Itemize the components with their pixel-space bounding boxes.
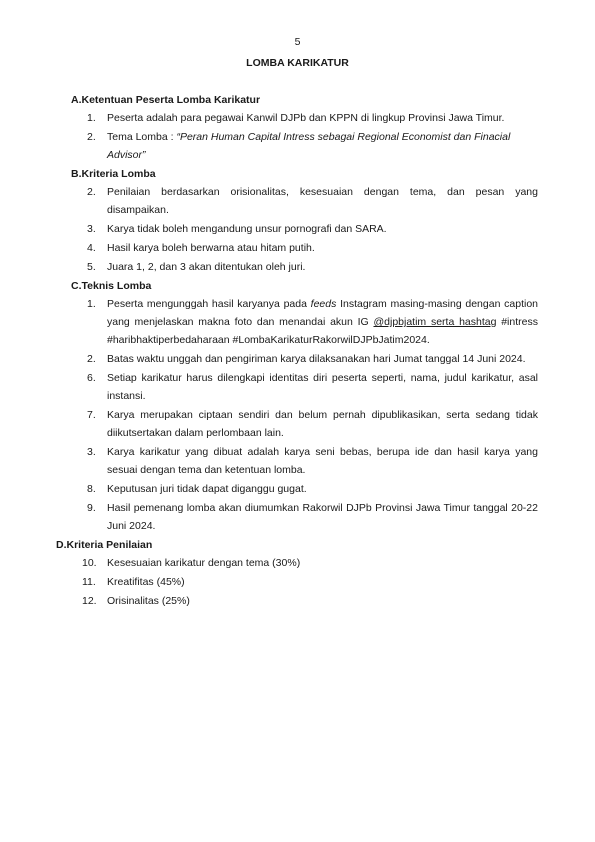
item-number: 1. xyxy=(87,112,96,124)
item-number: 2. xyxy=(87,186,96,198)
section-heading-a: A.Ketentuan Peserta Lomba Karikatur xyxy=(71,94,261,106)
list-item xyxy=(0,128,595,164)
item-text: Hasil pemenang lomba akan diumumkan Rakorwil DJPb Provinsi Jawa Timur tanggal 20-22 Juni 2024. xyxy=(107,502,538,532)
item-text: Karya merupakan ciptaan sendiri dan belum pernah dipublikasikan, serta sedang tidak diikutsertakan dalam perlombaan lain. xyxy=(107,409,538,439)
list-item xyxy=(0,592,595,610)
item-prefix: Tema Lomba : xyxy=(107,131,177,143)
item-text: Batas waktu unggah dan pengiriman karya dilaksanakan hari Jumat tanggal 14 Juni 2024. xyxy=(107,353,526,365)
item-text: Karya tidak boleh mengandung unsur pornografi dan SARA. xyxy=(107,223,387,235)
item-text: #intress #haribhaktiperbedaharaan #LombaKarikaturRakorwilDJPbJatim2024. xyxy=(107,316,538,346)
theme-quote: “Peran Human Capital Intress sebagai Regional Economist dan Finacial Advisor” xyxy=(107,131,511,161)
item-number: 2. xyxy=(87,353,96,365)
item-text: Orisinalitas (25%) xyxy=(107,595,190,607)
page-number: 5 xyxy=(294,36,301,48)
document-title: LOMBA KARIKATUR xyxy=(246,57,349,69)
list-item xyxy=(0,258,595,276)
item-text: Juara 1, 2, dan 3 akan ditentukan oleh juri. xyxy=(107,261,306,273)
item-number: 9. xyxy=(87,502,96,514)
section-heading-b: B.Kriteria Lomba xyxy=(71,168,156,180)
list-item xyxy=(0,480,595,498)
section-teknis-lomba xyxy=(0,277,595,535)
item-number: 1. xyxy=(87,298,96,310)
item-number: 6. xyxy=(87,372,96,384)
item-number: 5. xyxy=(87,261,96,273)
list-item xyxy=(0,443,595,479)
item-text: Setiap karikatur harus dilengkapi identitas diri peserta seperti, nama, judul karikatur, asal instansi. xyxy=(107,372,538,402)
item-text: Instagram masing-masing dengan caption yang menjelaskan makna foto dan menandai akun IG xyxy=(107,298,538,328)
item-number: 3. xyxy=(87,223,96,235)
list-item xyxy=(0,406,595,442)
item-number: 11. xyxy=(82,576,96,588)
list-item xyxy=(0,220,595,238)
item-text: Peserta mengunggah hasil karyanya pada xyxy=(107,298,311,310)
item-text: Karya karikatur yang dibuat adalah karya seni bebas, berupa ide dan hasil karya yang sesuai dengan tema dan ketentuan lomba. xyxy=(107,446,538,476)
item-number: 7. xyxy=(87,409,96,421)
instagram-handle-link[interactable]: @djpbjatim serta hashtag xyxy=(373,316,497,328)
section-heading-d: D.Kriteria Penilaian xyxy=(56,539,153,551)
list-item xyxy=(0,183,595,219)
item-text: Kreatifitas (45%) xyxy=(107,576,185,588)
item-text: Kesesuaian karikatur dengan tema (30%) xyxy=(107,557,301,569)
list-item xyxy=(0,554,595,572)
section-kriteria-penilaian xyxy=(0,536,595,610)
list-item xyxy=(0,573,595,591)
list-c xyxy=(0,295,595,535)
list-item xyxy=(0,499,595,535)
document-body xyxy=(0,91,595,611)
section-kriteria-lomba xyxy=(0,165,595,276)
list-a xyxy=(0,109,595,164)
item-text: Peserta adalah para pegawai Kanwil DJPb dan KPPN di lingkup Provinsi Jawa Timur. xyxy=(107,112,505,124)
item-number: 8. xyxy=(87,483,96,495)
item-number: 10. xyxy=(82,557,97,569)
list-item xyxy=(0,239,595,257)
list-d xyxy=(0,554,595,610)
list-item xyxy=(0,369,595,405)
section-ketentuan-peserta xyxy=(0,91,595,164)
list-b xyxy=(0,183,595,276)
list-item xyxy=(0,350,595,368)
list-item xyxy=(0,295,595,349)
item-text-italic: feeds xyxy=(310,298,337,310)
item-text: Penilaian berdasarkan orisionalitas, kesesuaian dengan tema, dan pesan yang disampaikan. xyxy=(107,186,538,216)
list-item xyxy=(0,109,595,127)
item-text: Keputusan juri tidak dapat diganggu gugat. xyxy=(107,483,307,495)
item-number: 12. xyxy=(82,595,97,607)
section-heading-c: C.Teknis Lomba xyxy=(71,280,152,292)
item-number: 3. xyxy=(87,446,96,458)
item-text: Hasil karya boleh berwarna atau hitam putih. xyxy=(107,242,315,254)
item-number: 4. xyxy=(87,242,96,254)
item-number: 2. xyxy=(87,131,96,143)
